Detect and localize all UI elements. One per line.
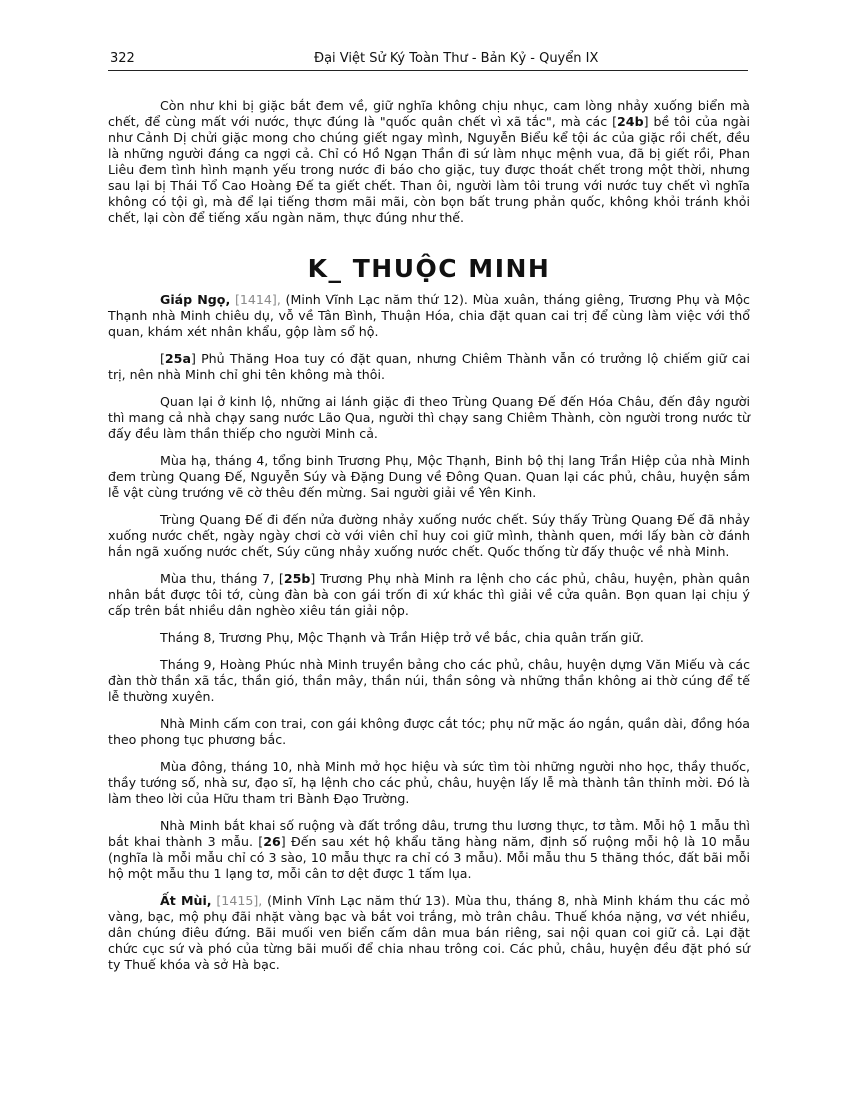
paragraph bbox=[108, 818, 750, 882]
paragraph: Trùng Quang Đế đi đến nửa đường nhảy xuống nước chết. Súy thấy Trùng Quang Đế đã nhảy xuống nước chết, ngày ngày chơi cờ với viên chỉ huy coi giữ mình, thành quen, mới lấy bàn cờ đánh hắn ngã xuống nước chết, Súy cũng nhảy xuống nước chết. Quốc thống từ đấy thuộc về nhà Minh. bbox=[108, 512, 750, 559]
year-number: [1414], bbox=[230, 292, 281, 307]
section-title: K_ THUỘC MINH bbox=[307, 254, 551, 283]
paragraph bbox=[108, 98, 750, 226]
paragraph: Quan lại ở kinh lộ, những ai lánh giặc đi theo Trùng Quang Đế đến Hóa Châu, đến đây người thì mang cả nhà chạy sang nước Lão Qua, người thì chạy sang Chiêm Thành, còn người trong nước từ đấy đều làm thần thiếp cho người Minh cả. bbox=[108, 394, 750, 441]
paragraph: Nhà Minh cấm con trai, con gái không được cắt tóc; phụ nữ mặc áo ngắn, quần dài, đồng hóa theo phong tục phương bắc. bbox=[108, 716, 750, 747]
year-heading: Ất Mùi, bbox=[160, 893, 212, 908]
paragraph-text: [ bbox=[160, 351, 165, 366]
paragraph-text: Nhà Minh bắt khai số ruộng và đất trồng dâu, trưng thu lương thực, tơ tằm. Mỗi hộ 1 mẫu thì bắt khai thành 3 mẫu. [ bbox=[108, 818, 750, 849]
paragraph: Mùa đông, tháng 10, nhà Minh mở học hiệu và sức tìm tòi những người nho học, thầy thuốc, thầy tướng số, nhà sư, đạo sĩ, hạ lệnh cho các phủ, châu, huyện lấy lễ mà thành tân thỉnh mời. Đó là làm theo lời của Hữu tham tri Bành Đạo Trường. bbox=[108, 759, 750, 806]
page-marker: 25b bbox=[283, 571, 311, 586]
paragraph-text: ] Phủ Thăng Hoa tuy có đặt quan, nhưng Chiêm Thành vẫn có trưởng lộ chiếm giữ cai trị, nên nhà Minh chỉ ghi tên không mà thôi. bbox=[108, 351, 750, 382]
year-heading: Giáp Ngọ, bbox=[160, 292, 231, 307]
paragraph: Tháng 8, Trương Phụ, Mộc Thạnh và Trần Hiệp trở về bắc, chia quân trấn giữ. bbox=[160, 630, 644, 645]
paragraph: Tháng 9, Hoàng Phúc nhà Minh truyền bảng cho các phủ, châu, huyện dựng Văn Miếu và các đàn thờ thần xã tắc, thần gió, thần mây, thần núi, thần sông và những thần không ai thờ cúng để tế lễ thường xuyên. bbox=[108, 657, 750, 704]
header-divider bbox=[108, 70, 748, 71]
paragraph bbox=[108, 351, 750, 383]
page-number: 322 bbox=[110, 51, 135, 66]
paragraph bbox=[108, 292, 750, 340]
page-header bbox=[108, 51, 748, 69]
paragraph-text: ] Trương Phụ nhà Minh ra lệnh cho các phủ, châu, huyện, phàn quân nhân bắt được tôi tớ, cùng đàn bà con gái trốn đi xứ khác thì giải về cửa quân. Bọn quan lại chịu ý cấp trên bắt nhiều dân nghèo xiêu tán giải nộp. bbox=[108, 571, 750, 618]
document-body bbox=[108, 98, 750, 984]
paragraph-text: (Minh Vĩnh Lạc năm thứ 13). Mùa thu, tháng 8, nhà Minh khám thu các mỏ vàng, bạc, mộ phụ đãi nhặt vàng bạc và bắt voi trắng, mò trân châu. Thuế khóa nặng, vơ vét nhiều, dân chúng điêu đứng. Bãi muối ven biển cấm dân mua bán riêng, sai nội quan coi giữ cả. Lại đặt chức cục sứ và phó của từng bãi muối để chia nhau trông coi. Các phủ, châu, huyện đều đặt phó sứ ty Thuế khóa và sở Hà bạc. bbox=[108, 893, 750, 972]
page-marker: 25a bbox=[164, 351, 191, 366]
paragraph: Mùa hạ, tháng 4, tổng binh Trương Phụ, Mộc Thạnh, Binh bộ thị lang Trần Hiệp của nhà Minh đem trùng Quang Đế, Nguyễn Súy và Đặng Dung về Đông Quan. Quan lại các phủ, châu, huyện sắm lễ vật cùng trướng vẽ cờ thêu đến mừng. Sai người giải về Yên Kinh. bbox=[108, 453, 750, 500]
page-marker: 24b bbox=[617, 114, 644, 129]
paragraph bbox=[108, 893, 750, 973]
paragraph-text: ] bề tôi của ngài như Cảnh Dị chửi giặc mong cho chúng giết ngay mình, Nguyễn Biểu kể tội ác của giặc rồi chết, đều là những người đáng ca ngợi cả. Chỉ có Hồ Ngạn Thần đi sứ làm nhục mệnh vua, đã bị giết rồi, Phan Liêu đem tình hình mạnh yếu trong nước đi báo cho giặc, tuy được thoát chết trong một thời, nhưng sau lại bị Thái Tổ Cao Hoàng Đế ta giết chết. Than ôi, người làm tôi trung với nước tuy chết vì nghĩa không có tội gì, mà để lại tiếng thơm mãi mãi, còn bọn bất trung phản quốc, không khỏi tránh khỏi chết, lại còn để tiếng xấu ngàn năm, thực đúng như thế. bbox=[108, 114, 750, 225]
running-title: Đại Việt Sử Ký Toàn Thư - Bản Kỷ - Quyển IX bbox=[314, 51, 599, 66]
paragraph bbox=[108, 571, 750, 619]
paragraph-text: Mùa thu, tháng 7, [ bbox=[160, 571, 284, 586]
paragraph-text: (Minh Vĩnh Lạc năm thứ 12). Mùa xuân, tháng giêng, Trương Phụ và Mộc Thạnh nhà Minh chiêu dụ, vỗ về Tân Bình, Thuận Hóa, chia đặt quan cai trị để cùng làm việc với thổ quan, khám xét nhân khẩu, gộp làm sổ hộ. bbox=[108, 292, 750, 339]
paragraph-text: ] Đến sau xét hộ khẩu tăng hàng năm, định số ruộng mỗi hộ là 10 mẫu (nghĩa là mỗi mẫu chỉ có 3 sào, 10 mẫu thực ra chỉ có 3 mẫu). Mỗi mẫu thu 5 thăng thóc, đất bãi mỗi hộ một mẫu thu 1 lạng tơ, mỗi cân tơ dệt được 1 tấm lụa. bbox=[108, 834, 750, 881]
paragraph-text: Còn như khi bị giặc bắt đem về, giữ nghĩa không chịu nhục, cam lòng nhảy xuống biển mà chết, để cùng mất với nước, thực đúng là "quốc quân chết vì xã tắc", mà các [ bbox=[108, 98, 750, 129]
page-marker: 26 bbox=[263, 834, 281, 849]
year-number: [1415], bbox=[211, 893, 263, 908]
